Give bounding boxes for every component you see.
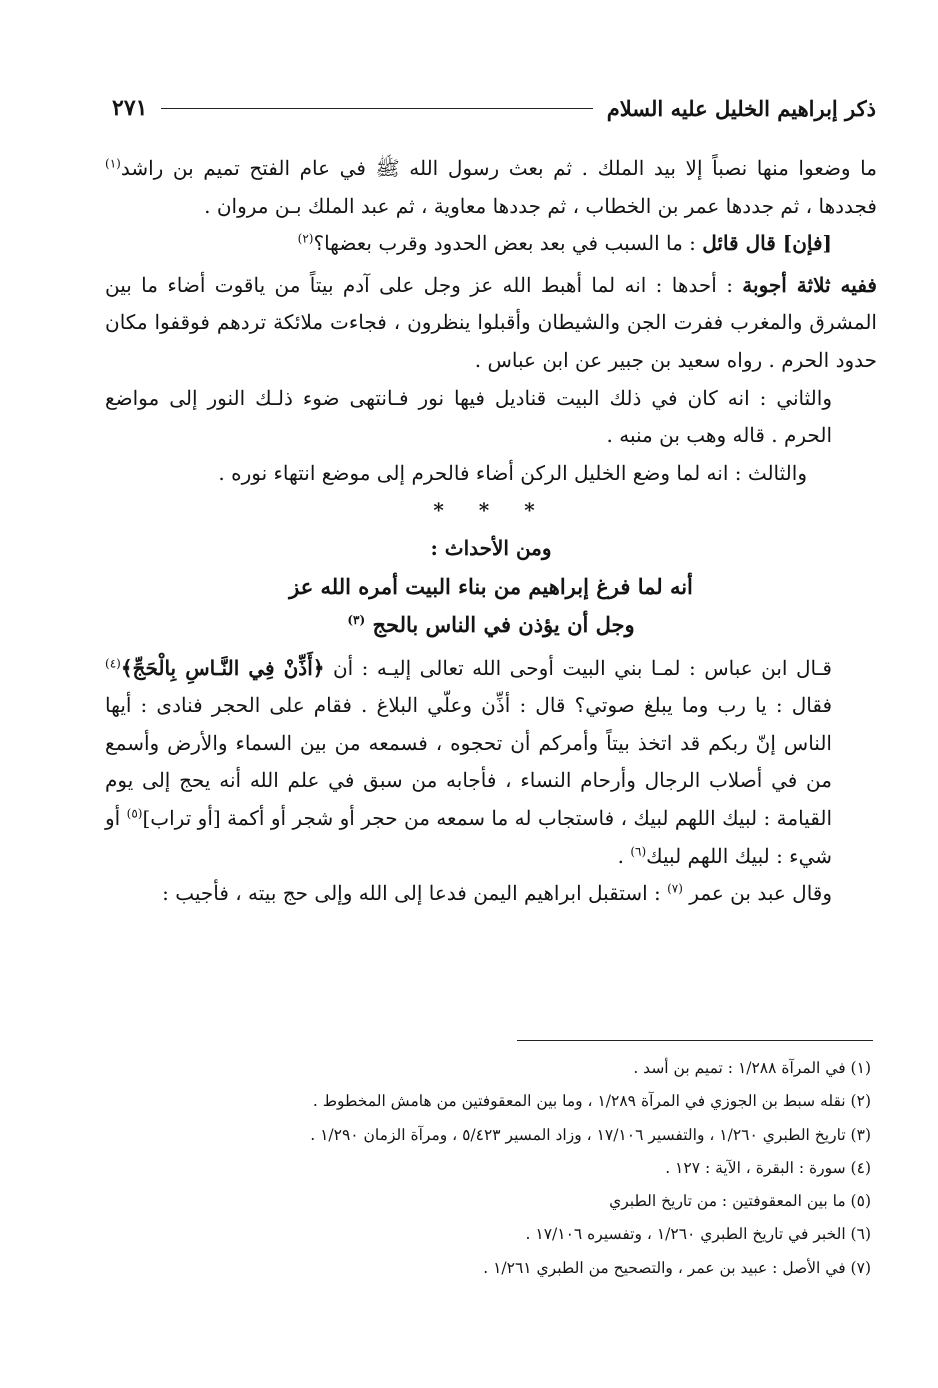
footnote-6: (٦) الخبر في تاريخ الطبري ١/٢٦٠ ، وتفسيره ١٧/١٠٦ . xyxy=(525,1225,871,1244)
footnote-ref-4: (٤) xyxy=(105,655,121,670)
section-title: ومن الأحداث : xyxy=(430,535,552,560)
footnote-2: (٢) نقله سبط بن الجوزي في المرآة ١/٢٨٩ ، وما بين المعقوفتين من هامش المخطوط . xyxy=(312,1092,871,1111)
section-divider: * * * xyxy=(433,498,549,523)
footnote-ref-7: (٧) xyxy=(667,881,683,896)
footnotes xyxy=(105,1052,871,1285)
paragraph-third-answer: والثالث : انه لما وضع الخليل الركن أضاء فالحرم إلى موضع انتهاء نوره . xyxy=(218,460,807,485)
answers-label: ففيه ثلاثة أجوبة xyxy=(742,272,877,297)
paragraph-question xyxy=(105,225,877,263)
paragraph-text: أو شيء : لبيك اللهم لبيك xyxy=(105,805,832,868)
paragraph-ibn-abbas xyxy=(105,650,877,876)
paragraph-second-answer: والثاني : انه كان في ذلك البيت قناديل فيها نور فـانتهى ضوء ذلـك النور إلى مواضع الحرم . قاله وهب بن منبه . xyxy=(105,385,832,448)
footnote-ref-2: (٢) xyxy=(297,231,314,246)
footnote-7: (٧) في الأصل : عبيد بن عمر ، والتصحيح من الطبري ١/٢٦١ . xyxy=(483,1258,871,1277)
running-header xyxy=(112,88,876,128)
paragraph-answers xyxy=(105,267,877,380)
footnote-separator xyxy=(517,1040,873,1041)
quran-quote: ﴿أَذِّنْ فِي النَّـاسِ بِالْحَجِّ﴾ xyxy=(120,655,325,680)
question-label: [فإن] قال قائل xyxy=(702,231,832,256)
footnote-4: (٤) سورة : البقرة ، الآية : ١٢٧ . xyxy=(665,1158,871,1177)
header-title: ذكر إبراهيم الخليل عليه السلام xyxy=(606,95,876,121)
question-text: : ما السبب في بعد بعض الحدود وقرب بعضها؟ xyxy=(313,231,703,256)
paragraph-text: قـال ابن عباس : لمـا بني البيت أوحى الله تعالى إليـه : أن xyxy=(324,655,832,680)
paragraph-text: فقال : يا رب وما يبلغ صوتي؟ قال : أذِّن وعلّي البلاغ . فقام على الحجر فنادى : أيها الناس إنّ ربكم قد اتخذ بيتاً وأمركم أن تحجوه ، فسمعه من بين السماء والأرض وأسمع من في أصلاب الرجال وأرحام النساء ، فأجابه من سبق في علم الله أنه يحج إلى يوم القيامة : لبيك اللهم لبيك ، فاستجاب له ما سمعه من حجر أو شجر أو أكمة [أو تراب] xyxy=(105,693,832,830)
footnote-ref-5: (٥) xyxy=(126,806,143,821)
header-rule xyxy=(161,108,592,109)
paragraph-text: . xyxy=(617,843,631,868)
paragraph-ubaid xyxy=(105,875,877,913)
footnote-ref-3: (٣) xyxy=(347,612,366,627)
paragraph-text: : استقبل ابراهيم اليمن فدعا إلى الله وإلى حج بيته ، فأجيب : xyxy=(162,881,668,906)
footnote-1: (١) في المرآة ١/٢٨٨ : تميم بن أسد . xyxy=(633,1059,871,1077)
paragraph-text: فجددها ، ثم جددها عمر بن الخطاب ، ثم جددها معاوية ، ثم عبد الملك بـن مروان . xyxy=(204,193,877,218)
footnote-ref-1: (١) xyxy=(105,156,121,171)
paragraph-restoration xyxy=(105,150,877,225)
page-number: ٢٧١ xyxy=(112,95,148,121)
footnote-5: (٥) ما بين المعقوفتين : من تاريخ الطبري xyxy=(609,1192,871,1211)
event-heading-line-1: أنه لما فرغ إبراهيم من بناء البيت أمره الله عز xyxy=(289,573,693,599)
paragraph-text: وقال عبد بن عمر xyxy=(682,881,832,906)
main-text xyxy=(105,150,877,913)
answers-text: : أحدها : انه لما أهبط الله عز وجل على آدم بيتاً من ياقوت أضاء ما بين المشرق والمغرب ففرت الجن والشيطان وأقبلوا ينظرون ، فجاءت ملائكة تردهم فوقفوا مكان حدود الحرم . رواه سعيد بن جبير عن ابن عباس . xyxy=(105,272,877,372)
heading-text: وجل أن يؤذن في الناس بالحج xyxy=(372,611,635,637)
paragraph-text: ما وضعوا منها نصباً إلا بيد الملك . ثم بعث رسول الله ﷺ في عام الفتح تميم بن راشد xyxy=(120,156,877,180)
event-heading-line-2 xyxy=(105,606,877,644)
footnote-3: (٣) تاريخ الطبري ١/٢٦٠ ، والتفسير ١٧/١٠٦ ، وزاد المسير ٥/٤٢٣ ، ومرآة الزمان ١/٢٩٠ . xyxy=(310,1125,871,1144)
footnote-ref-6: (٦) xyxy=(630,843,647,858)
